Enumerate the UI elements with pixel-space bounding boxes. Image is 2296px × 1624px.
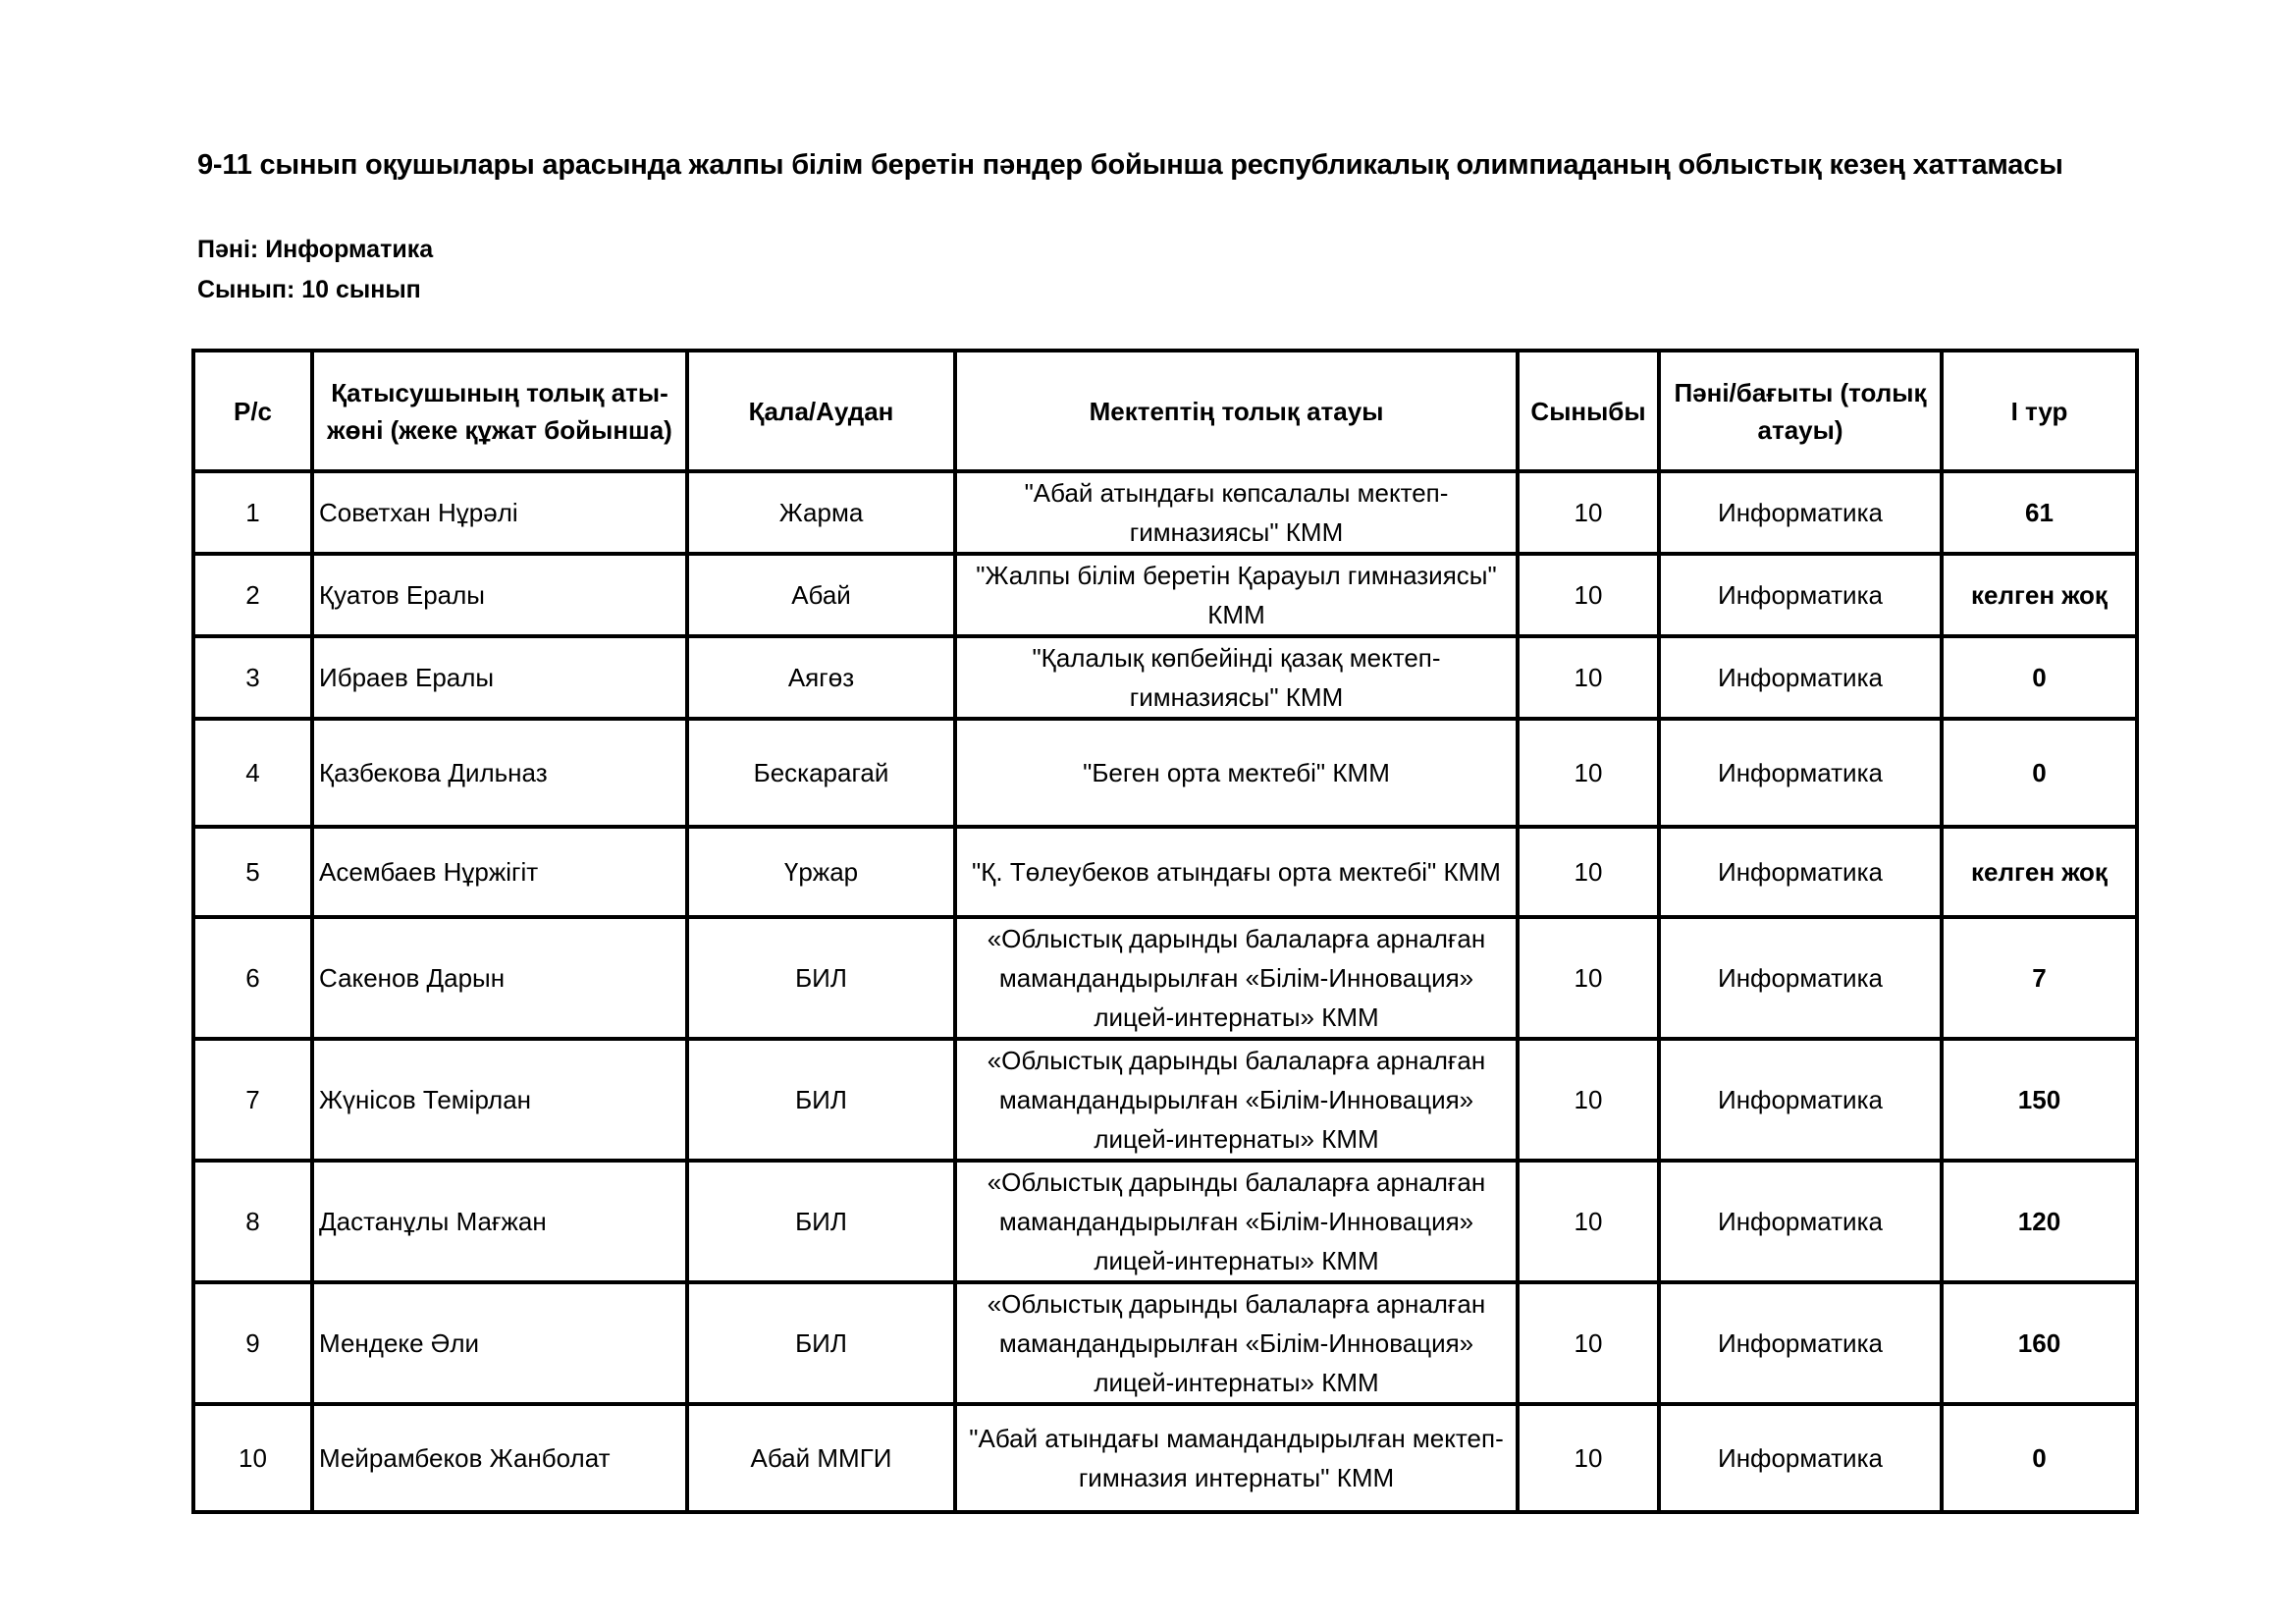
cell-full-name: Жүнісов Темірлан (312, 1039, 687, 1161)
cell-subject: Информатика (1659, 471, 1942, 554)
cell-school: "Абай атындағы мамандандырылған мектеп-гимназия интернаты" КММ (955, 1404, 1518, 1512)
header-number: Р/с (193, 351, 312, 471)
cell-subject: Информатика (1659, 1161, 1942, 1282)
cell-full-name: Советхан Нұрәлі (312, 471, 687, 554)
table-row (193, 554, 2137, 636)
cell-round-1-score: 160 (1942, 1282, 2137, 1404)
cell-number: 5 (193, 827, 312, 917)
table-header-row (193, 351, 2137, 471)
cell-number: 10 (193, 1404, 312, 1512)
cell-full-name: Мендеке Әли (312, 1282, 687, 1404)
cell-full-name: Асембаев Нұржігіт (312, 827, 687, 917)
cell-grade: 10 (1518, 1039, 1659, 1161)
cell-school: "Қалалық көпбейінді қазақ мектеп-гимназиясы" КММ (955, 636, 1518, 719)
table-row (193, 827, 2137, 917)
cell-subject: Информатика (1659, 719, 1942, 827)
header-full-name: Қатысушының толық аты-жөні (жеке құжат бойынша) (312, 351, 687, 471)
cell-district: Абай ММГИ (687, 1404, 955, 1512)
cell-number: 4 (193, 719, 312, 827)
cell-full-name: Дастанұлы Мағжан (312, 1161, 687, 1282)
header-school: Мектептің толық атауы (955, 351, 1518, 471)
cell-school: «Облыстық дарынды балаларға арналған мамандандырылған «Білім-Инновация» лицей-интернаты» КММ (955, 1282, 1518, 1404)
cell-subject: Информатика (1659, 917, 1942, 1039)
cell-round-1-score: келген жоқ (1942, 827, 2137, 917)
cell-school: "Беген орта мектебі" КММ (955, 719, 1518, 827)
cell-grade: 10 (1518, 917, 1659, 1039)
results-table (191, 349, 2139, 1514)
table-row (193, 1282, 2137, 1404)
subject-line: Пәні: Информатика (197, 236, 434, 263)
cell-subject: Информатика (1659, 554, 1942, 636)
table-row (193, 917, 2137, 1039)
cell-school: "Жалпы білім беретін Қарауыл гимназиясы" КММ (955, 554, 1518, 636)
table-row (193, 1161, 2137, 1282)
cell-district: Бескарагай (687, 719, 955, 827)
cell-number: 7 (193, 1039, 312, 1161)
table-row (193, 1039, 2137, 1161)
cell-number: 8 (193, 1161, 312, 1282)
cell-grade: 10 (1518, 719, 1659, 827)
cell-grade: 10 (1518, 827, 1659, 917)
cell-district: БИЛ (687, 1161, 955, 1282)
cell-number: 2 (193, 554, 312, 636)
table-row (193, 636, 2137, 719)
cell-school: "Абай атындағы көпсалалы мектеп-гимназиясы" КММ (955, 471, 1518, 554)
cell-district: БИЛ (687, 1039, 955, 1161)
cell-round-1-score: 120 (1942, 1161, 2137, 1282)
cell-round-1-score: 0 (1942, 636, 2137, 719)
cell-round-1-score: келген жоқ (1942, 554, 2137, 636)
cell-number: 1 (193, 471, 312, 554)
header-round-1: І тур (1942, 351, 2137, 471)
header-district: Қала/Аудан (687, 351, 955, 471)
cell-round-1-score: 0 (1942, 1404, 2137, 1512)
cell-district: Үржар (687, 827, 955, 917)
cell-round-1-score: 0 (1942, 719, 2137, 827)
cell-grade: 10 (1518, 554, 1659, 636)
cell-district: Абай (687, 554, 955, 636)
cell-district: БИЛ (687, 917, 955, 1039)
cell-subject: Информатика (1659, 1282, 1942, 1404)
cell-district: Жарма (687, 471, 955, 554)
cell-number: 9 (193, 1282, 312, 1404)
cell-school: "Қ. Төлеубеков атындағы орта мектебі" КММ (955, 827, 1518, 917)
document-title: 9-11 сынып оқушылары арасында жалпы білім беретін пәндер бойынша республикалық олимпиаданың облыстық кезең хаттамасы (197, 149, 2063, 181)
cell-full-name: Қуатов Ералы (312, 554, 687, 636)
cell-subject: Информатика (1659, 1039, 1942, 1161)
cell-school: «Облыстық дарынды балаларға арналған мамандандырылған «Білім-Инновация» лицей-интернаты» КММ (955, 1161, 1518, 1282)
cell-full-name: Мейрамбеков Жанболат (312, 1404, 687, 1512)
cell-district: Аягөз (687, 636, 955, 719)
cell-subject: Информатика (1659, 827, 1942, 917)
cell-grade: 10 (1518, 1282, 1659, 1404)
cell-round-1-score: 61 (1942, 471, 2137, 554)
cell-round-1-score: 7 (1942, 917, 2137, 1039)
cell-number: 6 (193, 917, 312, 1039)
header-grade: Сыныбы (1518, 351, 1659, 471)
cell-full-name: Ибраев Ералы (312, 636, 687, 719)
cell-round-1-score: 150 (1942, 1039, 2137, 1161)
cell-number: 3 (193, 636, 312, 719)
table-row (193, 471, 2137, 554)
table-row (193, 1404, 2137, 1512)
cell-grade: 10 (1518, 636, 1659, 719)
cell-school: «Облыстық дарынды балаларға арналған мамандандырылған «Білім-Инновация» лицей-интернаты» КММ (955, 1039, 1518, 1161)
cell-subject: Информатика (1659, 636, 1942, 719)
cell-grade: 10 (1518, 1404, 1659, 1512)
cell-school: «Облыстық дарынды балаларға арналған мамандандырылған «Білім-Инновация» лицей-интернаты» КММ (955, 917, 1518, 1039)
grade-line: Сынып: 10 сынып (197, 276, 421, 303)
cell-subject: Информатика (1659, 1404, 1942, 1512)
cell-grade: 10 (1518, 471, 1659, 554)
cell-grade: 10 (1518, 1161, 1659, 1282)
cell-full-name: Сакенов Дарын (312, 917, 687, 1039)
cell-full-name: Қазбекова Дильназ (312, 719, 687, 827)
table-row (193, 719, 2137, 827)
header-subject: Пәні/бағыты (толық атауы) (1659, 351, 1942, 471)
cell-district: БИЛ (687, 1282, 955, 1404)
